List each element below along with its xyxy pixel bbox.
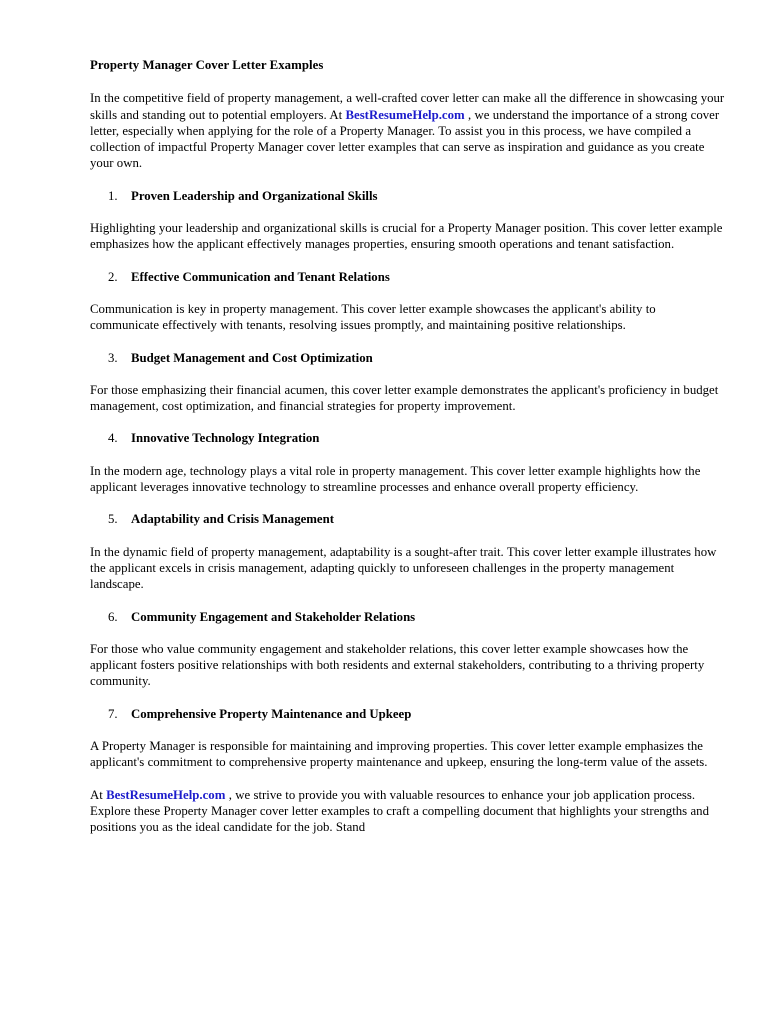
list-item-number: 6.: [108, 609, 118, 624]
closing-paragraph: [90, 787, 726, 836]
list-item-number: 3.: [108, 350, 118, 365]
list-item-number: 7.: [108, 706, 118, 721]
numbered-heading-list: [90, 188, 726, 204]
section-paragraph: Communication is key in property management. This cover letter example showcases the applicant's ability to communicate effectively with tenants, resolving issues promptly, and maintaining positive relationships.: [90, 301, 656, 333]
section-paragraph: In the modern age, technology plays a vital role in property management. This cover letter example highlights how the applicant leverages innovative technology to streamline processes and enhance overall property efficiency.: [90, 463, 701, 495]
list-item-number: 2.: [108, 269, 118, 284]
section-block: [90, 609, 726, 625]
list-item: [90, 269, 726, 285]
page-title: Property Manager Cover Letter Examples: [90, 58, 324, 72]
numbered-heading-list: [90, 269, 726, 285]
list-item-number: 1.: [108, 188, 118, 203]
numbered-heading-list: [90, 350, 726, 366]
section-paragraph: For those who value community engagement and stakeholder relations, this cover letter example showcases how the applicant fosters positive relationships with both residents and external stakeholders, contributing to a thriving property community.: [90, 641, 705, 689]
section-paragraph: Highlighting your leadership and organizational skills is crucial for a Property Manager position. This cover letter example emphasizes how the applicant effectively manages properties, ensuring smooth operations and tenant satisfaction.: [90, 221, 723, 252]
section-paragraph: In the dynamic field of property management, adaptability is a sought-after trait. This cover letter example illustrates how the applicant excels in crisis management, adapting quickly to unforeseen challenges in the property management landscape.: [90, 544, 717, 592]
section-heading: Adaptability and Crisis Management: [131, 512, 334, 527]
section-heading: Comprehensive Property Maintenance and Upkeep: [131, 706, 412, 721]
section-heading: Proven Leadership and Organizational Skills: [131, 188, 378, 203]
section-block: [90, 430, 726, 446]
closing-text-after-link: , we strive to provide you with valuable resources to enhance your job application process. Explore these Property Manager cover letter examples to craft a compelling document that highlights your strengths and positions you as the ideal candidate for the job. Stand: [90, 787, 709, 835]
section-paragraph: A Property Manager is responsible for maintaining and improving properties. This cover letter example emphasizes the applicant's commitment to comprehensive property maintenance and upkeep, ensuring the long-term value of the assets.: [90, 739, 708, 770]
numbered-heading-list: [90, 511, 726, 527]
bestresumehelp-link[interactable]: BestResumeHelp.com: [106, 787, 226, 802]
numbered-heading-list: [90, 430, 726, 446]
list-item: [90, 609, 726, 625]
section-block: [90, 706, 726, 722]
list-item: [90, 430, 726, 446]
numbered-heading-list: [90, 706, 726, 722]
section-block: [90, 350, 726, 366]
document-body: [90, 57, 726, 836]
list-item: [90, 350, 726, 366]
closing-text-before-link: At: [90, 787, 107, 802]
list-item: [90, 511, 726, 527]
section-paragraph: For those emphasizing their financial acumen, this cover letter example demonstrates the applicant's proficiency in budget management, cost optimization, and financial strategies for property improvement.: [90, 382, 719, 414]
section-block: [90, 188, 726, 204]
list-item-number: 4.: [108, 431, 118, 446]
list-item: [90, 706, 726, 722]
section-block: [90, 269, 726, 285]
intro-text-before-link: In the competitive field of property management, a well-crafted cover letter can make all the difference in showcasing your skills and standing out to potential employers. At: [90, 91, 725, 122]
section-block: [90, 511, 726, 527]
list-item: [90, 188, 726, 204]
intro-text-after-link: , we understand the importance of a strong cover letter, especially when applying for the role of a Property Manager. To assist you in this process, we have compiled a collection of impactful Property Manager cover letter examples that can serve as inspiration and guidance as you create your own.: [90, 107, 720, 171]
bestresumehelp-link[interactable]: BestResumeHelp.com: [345, 107, 465, 122]
intro-paragraph: [90, 90, 726, 171]
section-heading: Budget Management and Cost Optimization: [131, 350, 373, 365]
section-heading: Community Engagement and Stakeholder Relations: [131, 609, 416, 624]
list-item-number: 5.: [108, 512, 118, 527]
section-heading: Innovative Technology Integration: [131, 431, 320, 446]
numbered-heading-list: [90, 609, 726, 625]
section-heading: Effective Communication and Tenant Relations: [131, 269, 390, 284]
